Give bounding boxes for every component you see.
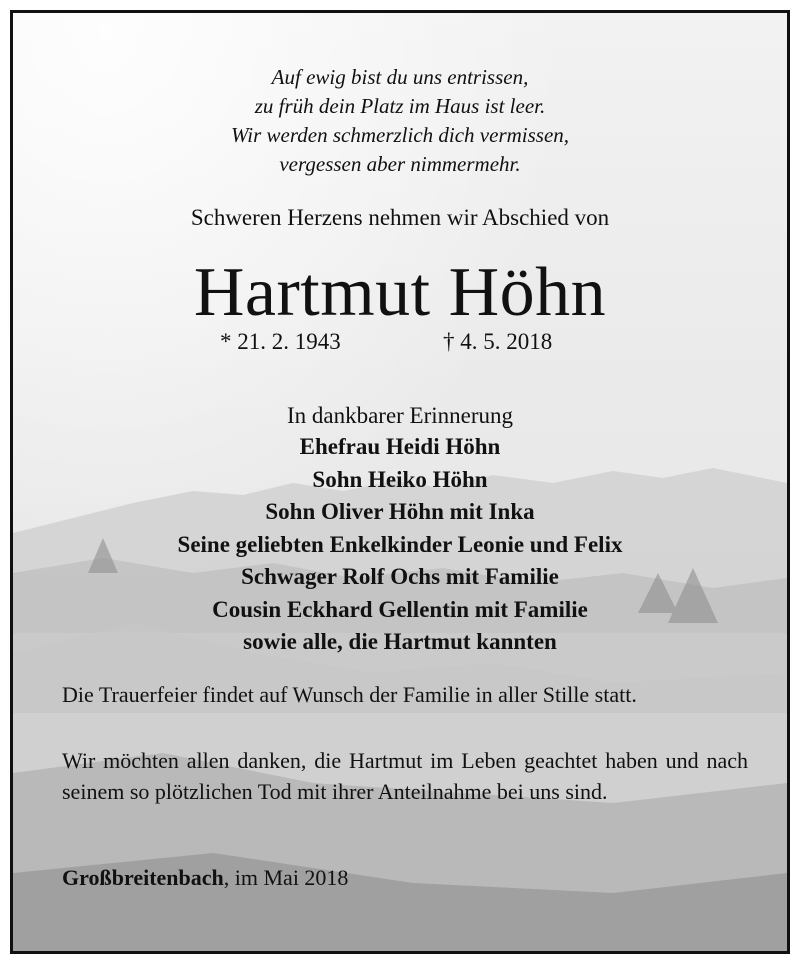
mourner-line: sowie alle, die Hartmut kannten	[243, 629, 557, 654]
birth-date: * 21. 2. 1943	[220, 329, 341, 354]
funeral-notice: Die Trauerfeier findet auf Wunsch der Familie in aller Stille statt.	[62, 682, 637, 707]
mourner-line: Sohn Oliver Höhn mit Inka	[265, 499, 535, 524]
mourner-line: Schwager Rolf Ochs mit Familie	[241, 564, 559, 589]
mourner-line: Seine geliebten Enkelkinder Leonie und Felix	[177, 531, 623, 557]
obituary-frame	[10, 10, 790, 954]
farewell-intro: Schweren Herzens nehmen wir Abschied von	[190, 205, 610, 230]
mourner-line: Cousin Eckhard Gellentin mit Familie	[212, 596, 588, 622]
mourners-list	[13, 431, 787, 659]
death-date: † 4. 5. 2018	[443, 329, 553, 354]
obituary-content	[13, 13, 787, 951]
deceased-name: Hartmut Höhn	[193, 254, 607, 331]
poem-line: zu früh dein Platz im Haus ist leer.	[254, 94, 546, 118]
thank-you-note: Wir möchten allen danken, die Hartmut im Leben geachtet haben und nach seinem so plötzlichen Tod mit ihrer Anteilnahme bei uns sind.	[62, 748, 748, 804]
poem-line: Wir werden schmerzlich dich vermissen,	[230, 123, 570, 147]
mourner-line: Ehefrau Heidi Höhn	[299, 434, 501, 459]
mourner-line: Sohn Heiko Höhn	[312, 466, 488, 492]
place-name: Großbreitenbach	[62, 865, 224, 890]
poem-line: vergessen aber nimmermehr.	[279, 152, 521, 176]
closing-date: , im Mai 2018	[223, 865, 349, 890]
memory-heading: In dankbarer Erinnerung	[286, 403, 514, 428]
poem-line: Auf ewig bist du uns entrissen,	[271, 65, 529, 89]
place-and-date	[62, 865, 348, 891]
memorial-poem	[13, 63, 787, 179]
